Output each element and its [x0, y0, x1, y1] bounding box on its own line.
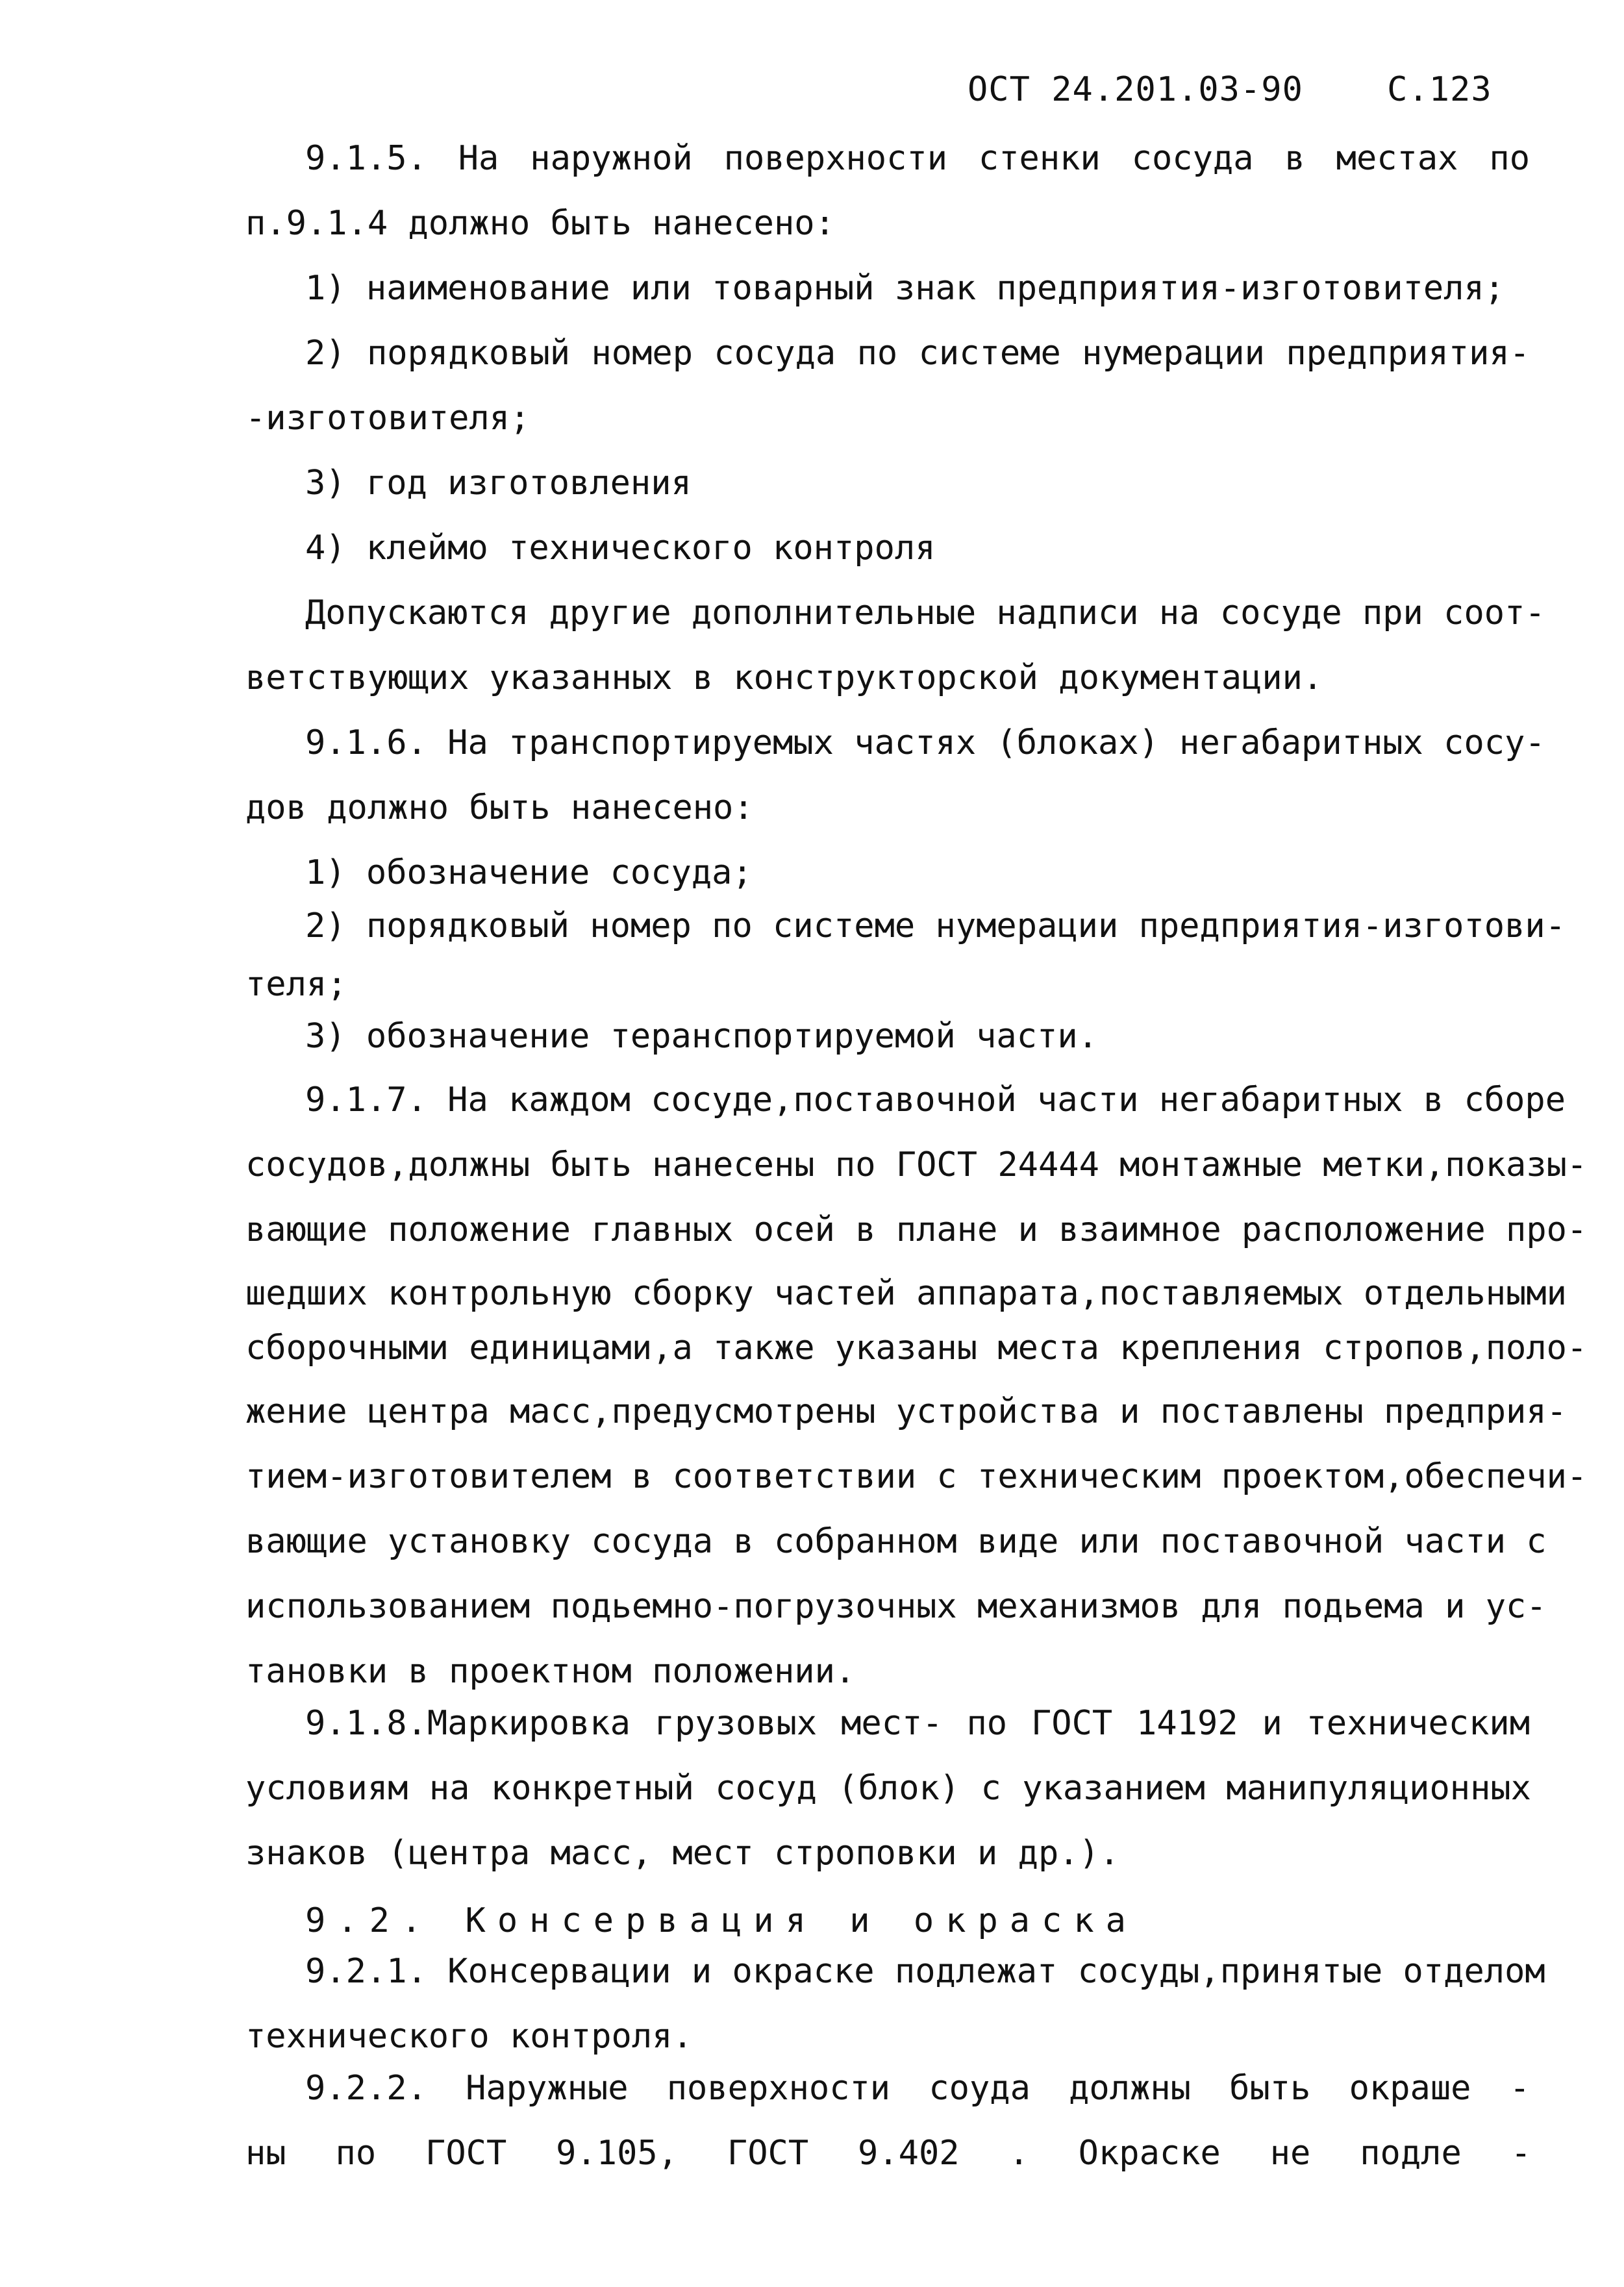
- text-line: 2) порядковый номер по системе нумерации предприятия-изготови-: [305, 906, 1566, 945]
- text-line: 3) год изготовления: [305, 464, 692, 503]
- text-line: 9.2.1. Консервации и окраске подлежат сосуды,принятые отделом: [305, 1952, 1545, 1991]
- page-number: С.123: [1387, 70, 1492, 109]
- text-line: 9.1.8.Маркировка грузовых мест- по ГОСТ 14192 и техническим: [305, 1704, 1530, 1743]
- text-line: 1) обозначение сосуда;: [305, 853, 753, 892]
- text-line: вающие установку сосуда в собранном виде или поставочной части с: [245, 1522, 1547, 1561]
- text-line: п.9.1.4 должно быть нанесено:: [245, 204, 835, 243]
- text-line: сосудов,должны быть нанесены по ГОСТ 24444 монтажные метки,показы-: [245, 1145, 1588, 1184]
- text-line: тановки в проектном положении.: [245, 1652, 856, 1691]
- text-line: 1) наименование или товарный знак предприятия-изготовителя;: [305, 269, 1505, 308]
- text-line: 9.1.6. На транспортируемых частях (блоках) негабаритных сосу-: [305, 723, 1545, 762]
- section-heading: 9.2. Консервация и окраска: [305, 1901, 1138, 1940]
- text-line: -изготовителя;: [245, 399, 531, 438]
- text-line: технического контроля.: [245, 2017, 693, 2056]
- text-line: сборочными единицами,а также указаны места крепления стропов,поло-: [245, 1329, 1588, 1368]
- text-line: 9.1.7. На каждом сосуде,поставочной части негабаритных в сборе: [305, 1081, 1566, 1119]
- doc-code: ОСТ 24.201.03-90: [968, 70, 1303, 109]
- text-line: 4) клеймо технического контроля: [305, 529, 936, 568]
- text-line: 9.2.2. Наружные поверхности соуда должны быть окраше -: [305, 2069, 1530, 2108]
- text-line: теля;: [245, 965, 347, 1004]
- text-line: 9.1.5. На наружной поверхности стенки сосуда в местах по: [305, 139, 1530, 178]
- text-line: ветствующих указанных в конструкторской документации.: [245, 658, 1323, 697]
- text-line: жение центра масс,предусмотрены устройства и поставлены предприя-: [245, 1392, 1567, 1431]
- text-line: вающие положение главных осей в плане и взаимное расположение про-: [245, 1210, 1588, 1249]
- text-line: ны по ГОСТ 9.105, ГОСТ 9.402 . Окраске не подле -: [245, 2134, 1531, 2173]
- text-line: знаков (центра масс, мест строповки и др.).: [245, 1834, 1120, 1873]
- text-line: тием-изготовителем в соответствии с техническим проектом,обеспечи-: [245, 1457, 1588, 1496]
- text-line: 2) порядковый номер сосуда по системе нумерации предприятия-: [305, 334, 1530, 373]
- text-line: шедших контрольную сборку частей аппарата,поставляемых отдельными: [245, 1274, 1567, 1313]
- page-header: [968, 70, 1492, 109]
- text-line: Допускаются другие дополнительные надписи на сосуде при соот-: [305, 594, 1545, 632]
- text-line: использованием подьемно-погрузочных механизмов для подьема и ус-: [245, 1587, 1547, 1626]
- text-line: условиям на конкретный сосуд (блок) с указанием манипуляционных: [245, 1769, 1531, 1808]
- text-line: 3) обозначение теранспортируемой части.: [305, 1017, 1098, 1056]
- text-line: дов должно быть нанесено:: [245, 788, 754, 827]
